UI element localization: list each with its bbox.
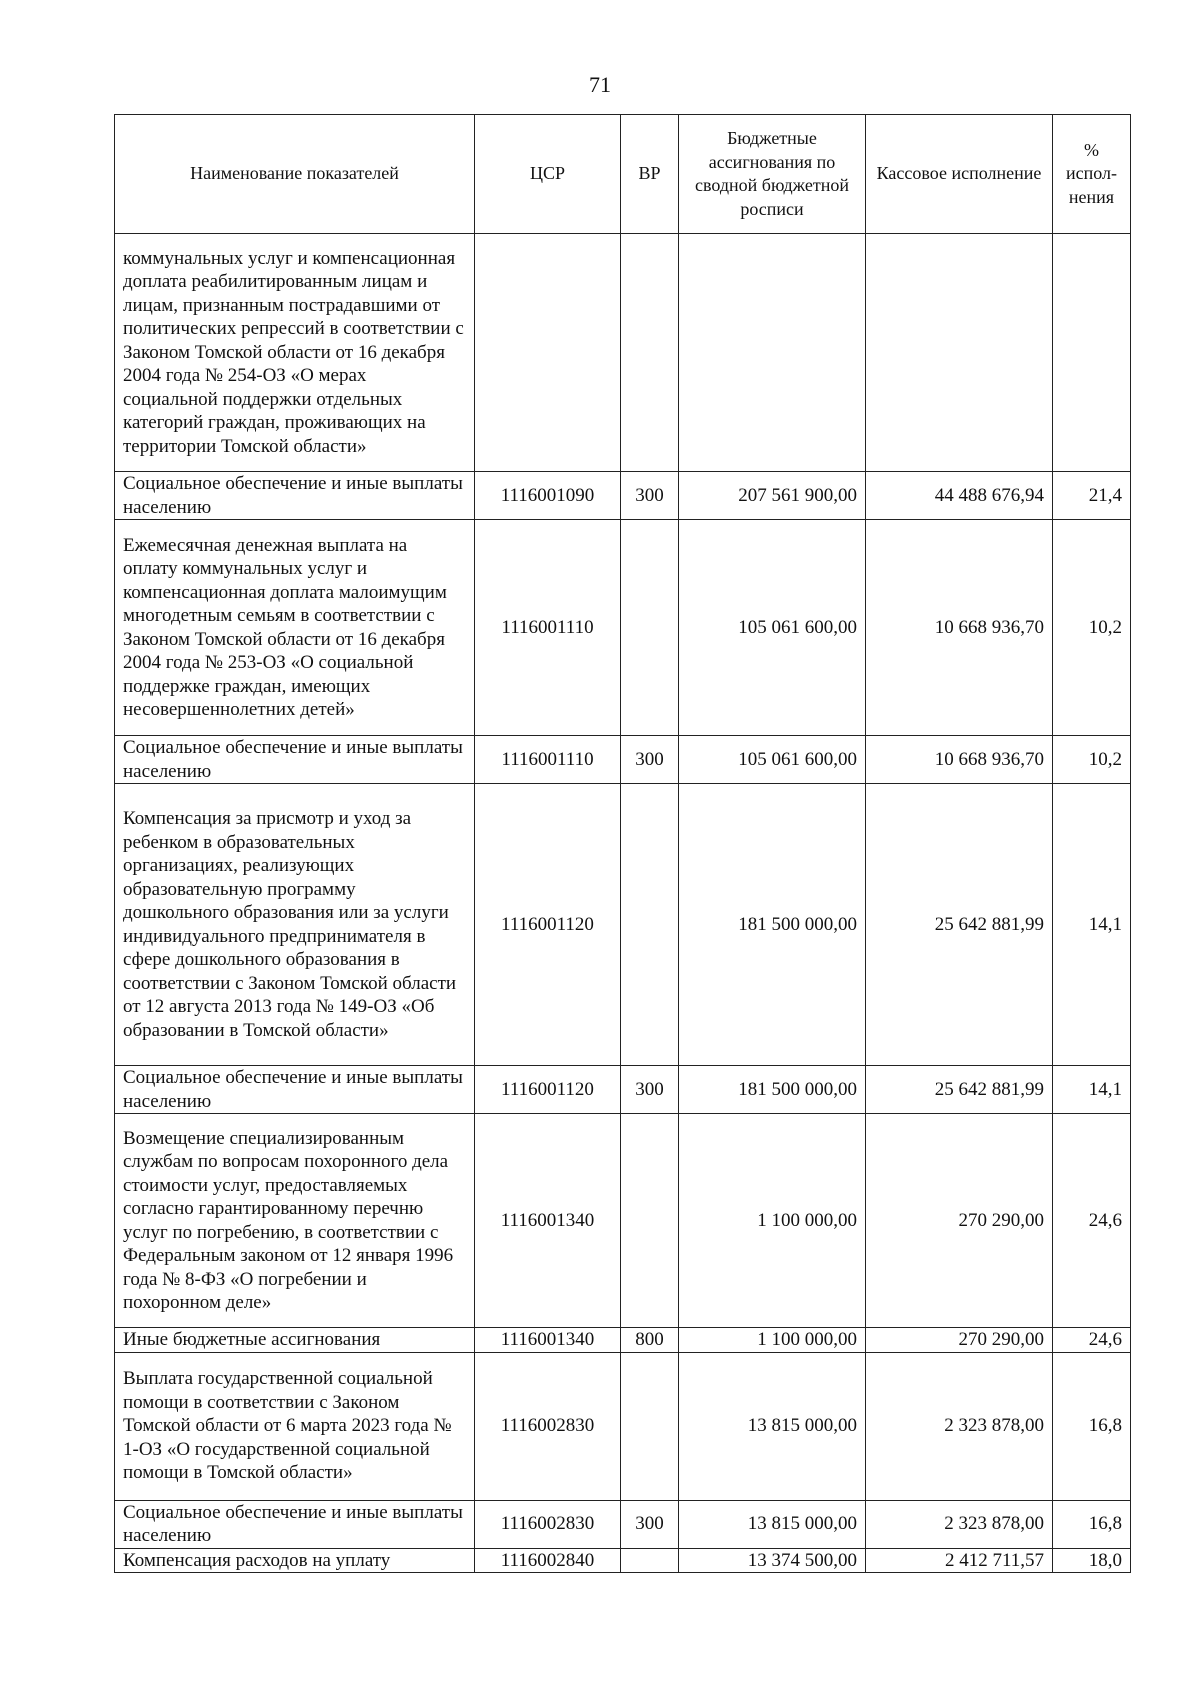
row-budget: 207 561 900,00: [679, 472, 866, 520]
table-row: [115, 1548, 1131, 1573]
row-percent: 14,1: [1053, 784, 1131, 1066]
row-budget: 105 061 600,00: [679, 520, 866, 736]
row-name: Компенсация за присмотр и уход за ребенком в образовательных организациях, реализующих образовательную программу дошкольного образования или за услуги индивидуального предпринимателя в сфере дошкольного образования в соответствии с Законом Томской области от 12 августа 2013 года № 149-ОЗ «Об образовании в Томской области»: [115, 784, 475, 1066]
row-csr: 1116001340: [475, 1114, 621, 1328]
row-csr: 1116001120: [475, 784, 621, 1066]
row-budget: [679, 234, 866, 472]
row-percent: [1053, 234, 1131, 472]
row-vr: [621, 1548, 679, 1573]
row-vr: [621, 520, 679, 736]
row-percent: 18,0: [1053, 1548, 1131, 1573]
budget-execution-table: [114, 114, 1131, 1573]
row-csr: 1116001340: [475, 1328, 621, 1353]
row-name: Социальное обеспечение и иные выплаты населению: [115, 1066, 475, 1114]
row-name: Компенсация расходов на уплату: [115, 1548, 475, 1573]
row-cash: 2 323 878,00: [866, 1352, 1053, 1500]
row-name: Возмещение специализированным службам по вопросам похоронного дела стоимости услуг, предоставляемых согласно гарантированному перечню услуг по погребению, в соответствии с Федеральным законом от 12 января 1996 года № 8-ФЗ «О погребении и похоронном деле»: [115, 1114, 475, 1328]
row-percent: 24,6: [1053, 1114, 1131, 1328]
header-csr: ЦСР: [475, 115, 621, 234]
row-cash: 2 323 878,00: [866, 1500, 1053, 1548]
row-csr: 1116002840: [475, 1548, 621, 1573]
row-name: Ежемесячная денежная выплата на оплату коммунальных услуг и компенсационная доплата малоимущим многодетным семьям в соответствии с Законом Томской области от 16 декабря 2004 года № 253-ОЗ «О социальной поддержке граждан, имеющих несовершеннолетних детей»: [115, 520, 475, 736]
table-row: [115, 784, 1131, 1066]
row-budget: 181 500 000,00: [679, 1066, 866, 1114]
header-cash-execution: Кассовое исполнение: [866, 115, 1053, 234]
row-cash: 2 412 711,57: [866, 1548, 1053, 1573]
row-cash: 44 488 676,94: [866, 472, 1053, 520]
row-vr: [621, 1114, 679, 1328]
table-row: [115, 472, 1131, 520]
table-row: [115, 1328, 1131, 1353]
row-percent: 10,2: [1053, 736, 1131, 784]
row-cash: 25 642 881,99: [866, 1066, 1053, 1114]
row-budget: 13 815 000,00: [679, 1352, 866, 1500]
table-row: [115, 1066, 1131, 1114]
table-header-row: [115, 115, 1131, 234]
row-vr: 300: [621, 736, 679, 784]
row-cash: [866, 234, 1053, 472]
row-vr: [621, 1352, 679, 1500]
row-percent: 14,1: [1053, 1066, 1131, 1114]
row-vr: 800: [621, 1328, 679, 1353]
row-budget: 105 061 600,00: [679, 736, 866, 784]
table-row: [115, 1500, 1131, 1548]
table-row: [115, 234, 1131, 472]
row-csr: 1116001110: [475, 736, 621, 784]
header-indicator-name: Наименование показателей: [115, 115, 475, 234]
table-row: [115, 1114, 1131, 1328]
row-vr: [621, 234, 679, 472]
row-vr: [621, 784, 679, 1066]
row-budget: 13 374 500,00: [679, 1548, 866, 1573]
row-percent: 16,8: [1053, 1500, 1131, 1548]
row-budget: 1 100 000,00: [679, 1114, 866, 1328]
table-row: [115, 520, 1131, 736]
row-cash: 10 668 936,70: [866, 520, 1053, 736]
page-number: 71: [589, 72, 611, 97]
row-budget: 13 815 000,00: [679, 1500, 866, 1548]
row-name: Выплата государственной социальной помощи в соответствии с Законом Томской области от 6 марта 2023 года № 1-ОЗ «О государственной социальной помощи в Томской области»: [115, 1352, 475, 1500]
row-vr: 300: [621, 1500, 679, 1548]
row-csr: 1116002830: [475, 1500, 621, 1548]
row-csr: 1116001110: [475, 520, 621, 736]
header-budget-allocations: Бюджетные ассигнования по сводной бюджетной росписи: [679, 115, 866, 234]
header-vr: ВР: [621, 115, 679, 234]
row-cash: 10 668 936,70: [866, 736, 1053, 784]
row-name: Иные бюджетные ассигнования: [115, 1328, 475, 1353]
row-budget: 1 100 000,00: [679, 1328, 866, 1353]
table-row: [115, 1352, 1131, 1500]
row-percent: 24,6: [1053, 1328, 1131, 1353]
row-cash: 25 642 881,99: [866, 784, 1053, 1066]
row-csr: 1116001090: [475, 472, 621, 520]
header-execution-percent: % испол-нения: [1053, 115, 1131, 234]
row-vr: 300: [621, 472, 679, 520]
row-name: Социальное обеспечение и иные выплаты населению: [115, 472, 475, 520]
row-name: Социальное обеспечение и иные выплаты населению: [115, 736, 475, 784]
row-percent: 16,8: [1053, 1352, 1131, 1500]
row-percent: 21,4: [1053, 472, 1131, 520]
row-csr: 1116001120: [475, 1066, 621, 1114]
row-csr: 1116002830: [475, 1352, 621, 1500]
row-cash: 270 290,00: [866, 1328, 1053, 1353]
row-vr: 300: [621, 1066, 679, 1114]
row-name: Социальное обеспечение и иные выплаты населению: [115, 1500, 475, 1548]
row-cash: 270 290,00: [866, 1114, 1053, 1328]
row-csr: [475, 234, 621, 472]
row-percent: 10,2: [1053, 520, 1131, 736]
row-name: коммунальных услуг и компенсационная доплата реабилитированным лицам и лицам, признанным пострадавшими от политических репрессий в соответствии с Законом Томской области от 16 декабря 2004 года № 254-ОЗ «О мерах социальной поддержки отдельных категорий граждан, проживающих на территории Томской области»: [115, 234, 475, 472]
table-row: [115, 736, 1131, 784]
row-budget: 181 500 000,00: [679, 784, 866, 1066]
